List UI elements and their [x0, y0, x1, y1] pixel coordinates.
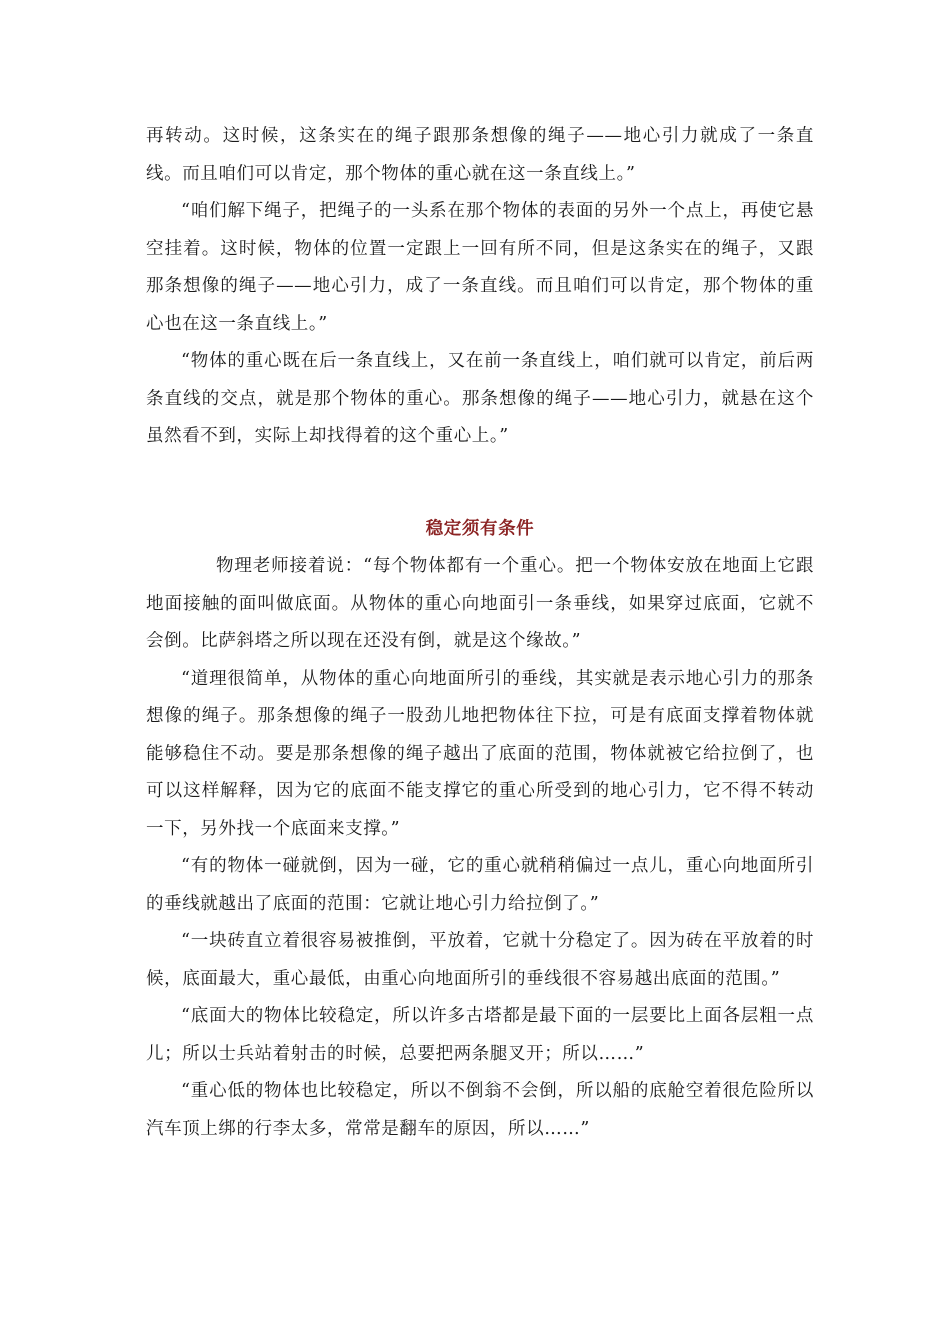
paragraph: “咱们解下绳子，把绳子的一头系在那个物体的表面的另外一个点上，再使它悬空挂着。这时候，物体的位置一定跟上一回有所不同，但是这条实在的绳子，又跟那条想像的绳子——地心引力，成了一条直线。而且咱们可以肯定，那个物体的重心也在这一条直线上。” — [146, 201, 814, 334]
paragraph: 物理老师接着说：“每个物体都有一个重心。把一个物体安放在地面上它跟地面接触的面叫做底面。从物体的重心向地面引一条垂线，如果穿过底面，它就不会倒。比萨斜塔之所以现在还没有倒，就是这个缘故。” — [146, 556, 814, 651]
paragraph: “一块砖直立着很容易被推倒，平放着，它就十分稳定了。因为砖在平放着的时候，底面最大，重心最低，由重心向地面所引的垂线很不容易越出底面的范围。” — [146, 931, 814, 989]
paragraph: “道理很简单，从物体的重心向地面所引的垂线，其实就是表示地心引力的那条想像的绳子。那条想像的绳子一股劲儿地把物体往下拉，可是有底面支撑着物体就能够稳住不动。要是那条想像的绳子越出了底面的范围，物体就被它给拉倒了，也可以这样解释，因为它的底面不能支撑它的重心所受到的地心引力，它不得不转动一下，另外找一个底面来支撑。” — [146, 668, 814, 839]
paragraph: “底面大的物体比较稳定，所以许多古塔都是最下面的一层要比上面各层粗一点儿；所以士兵站着射击的时候，总要把两条腿叉开；所以……” — [146, 1006, 814, 1064]
paragraph: “重心低的物体也比较稳定，所以不倒翁不会倒，所以船的底舱空着很危险所以汽车顶上绑的行李太多，常常是翻车的原因，所以……” — [146, 1081, 814, 1139]
section-title: 稳定须有条件 — [425, 519, 535, 539]
paragraph: “物体的重心既在后一条直线上，又在前一条直线上，咱们就可以肯定，前后两条直线的交点，就是那个物体的重心。那条想像的绳子——地心引力，就悬在这个虽然看不到，实际上却找得着的这个重心上。” — [146, 351, 814, 446]
paragraph: “有的物体一碰就倒，因为一碰，它的重心就稍稍偏过一点儿，重心向地面所引的垂线就越出了底面的范围：它就让地心引力给拉倒了。” — [146, 856, 814, 914]
top-text-block — [146, 118, 814, 456]
section-text-block — [146, 548, 814, 1148]
paragraph: 再转动。这时候，这条实在的绳子跟那条想像的绳子——地心引力就成了一条直线。而且咱们可以肯定，那个物体的重心就在这一条直线上。” — [146, 126, 814, 184]
